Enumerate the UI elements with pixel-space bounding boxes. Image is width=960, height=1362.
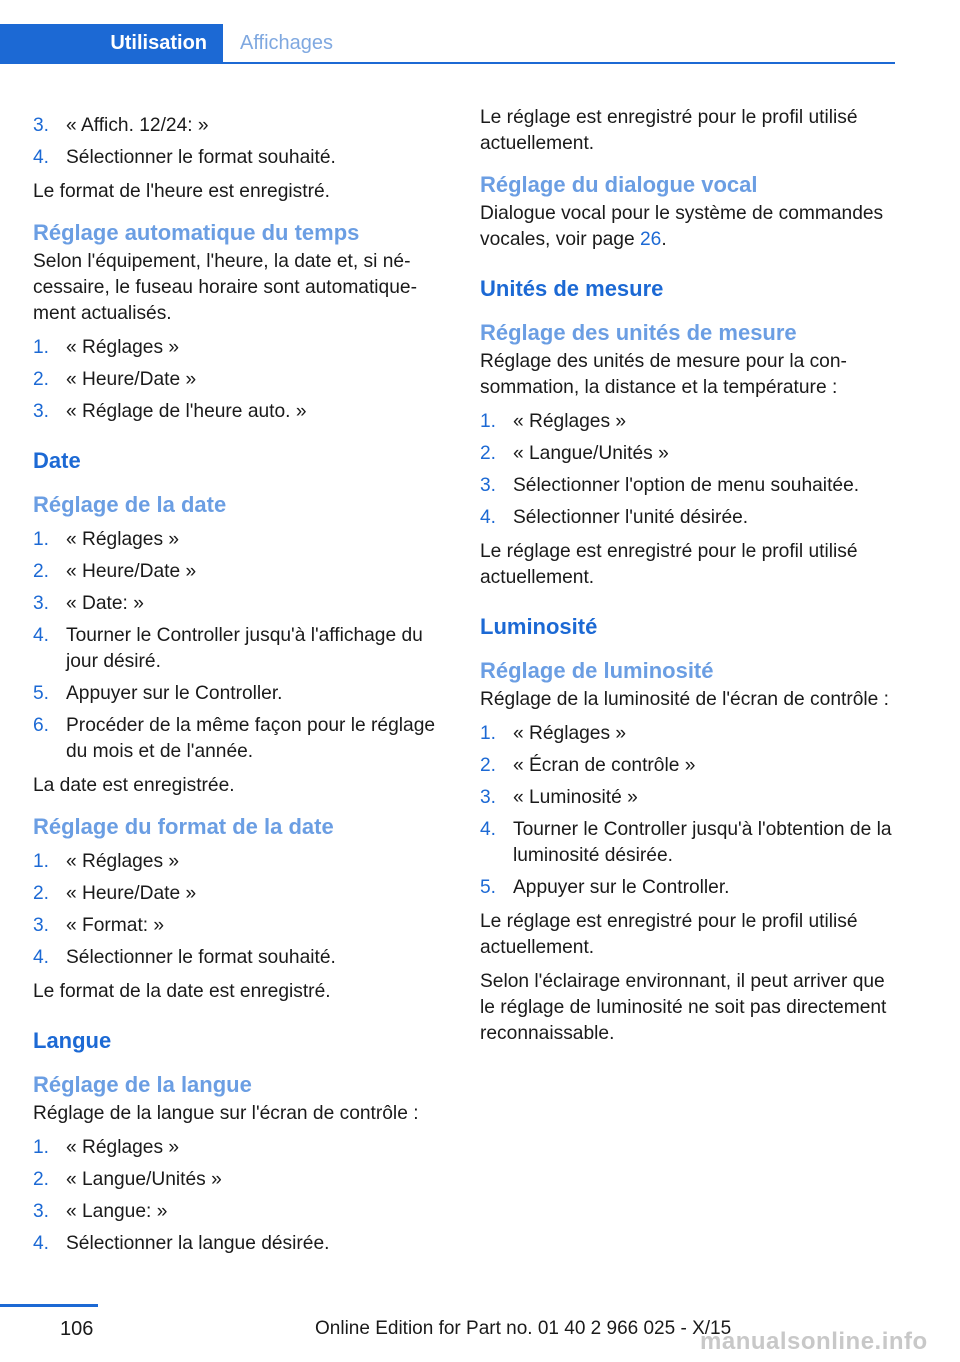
step-text: Sélectionner le format souhaité.: [66, 147, 336, 168]
step-number: 1.: [33, 529, 50, 550]
brightness-heading: Luminosité: [480, 614, 598, 639]
step-text: « Réglage de l'heure auto. »: [66, 401, 307, 422]
units-steps: [480, 409, 900, 531]
step-number: 3.: [33, 1201, 50, 1222]
step-text: Procéder de la même façon pour le réglage du mois et de l'année.: [66, 715, 436, 762]
units-heading: Unités de mesure: [480, 276, 664, 301]
page-link[interactable]: 26: [639, 229, 662, 250]
watermark: manualsonline.info: [700, 1328, 928, 1355]
step-text: « Luminosité »: [513, 787, 638, 808]
brightness-text: Réglage de la luminosité de l'écran de contrôle :: [480, 689, 889, 710]
step-number: 3.: [480, 787, 497, 808]
step-number: 4.: [33, 625, 50, 646]
step-text: « Réglages »: [66, 337, 180, 358]
tab-utilisation[interactable]: Utilisation: [0, 24, 223, 62]
section-tabs: [0, 24, 895, 64]
date-format-saved-text: Le format de la date est enregistré.: [33, 981, 331, 1002]
step-number: 3.: [480, 475, 497, 496]
date-format-heading: Réglage du format de la date: [33, 814, 334, 839]
language-heading: Langue: [33, 1028, 112, 1053]
step-number: 3.: [33, 401, 50, 422]
list-item: [33, 1231, 453, 1257]
list-item: [33, 681, 453, 707]
right-column: [480, 105, 900, 1055]
language-steps: [33, 1135, 453, 1257]
step-number: 1.: [33, 851, 50, 872]
step-number: 2.: [33, 883, 50, 904]
list-item: [33, 623, 453, 675]
step-text: « Heure/Date »: [66, 561, 197, 582]
auto-time-steps: [33, 335, 453, 425]
list-item: [33, 1199, 453, 1225]
list-item: [480, 721, 900, 747]
step-number: 4.: [480, 819, 497, 840]
list-item: [33, 113, 453, 139]
date-steps: [33, 527, 453, 765]
step-text: Tourner le Controller jusqu'à l'affichage du jour désiré.: [66, 625, 423, 672]
step-text: « Date: »: [66, 593, 144, 614]
step-number: 3.: [33, 593, 50, 614]
step-text: « Réglages »: [513, 723, 627, 744]
date-format-steps: [33, 849, 453, 971]
voice-text-post: .: [661, 229, 667, 250]
tab-affichages[interactable]: Affichages: [240, 31, 334, 54]
step-text: « Écran de contrôle »: [513, 755, 696, 776]
list-item: [33, 145, 453, 171]
step-text: Sélectionner l'option de menu souhaitée.: [513, 475, 860, 496]
list-item: [480, 817, 900, 869]
list-item: [480, 785, 900, 811]
list-item: [33, 1167, 453, 1193]
list-item: [33, 849, 453, 875]
list-item: [480, 409, 900, 435]
step-text: « Affich. 12/24: »: [66, 115, 209, 136]
date-heading: Date: [33, 448, 81, 473]
step-text: Sélectionner le format souhaité.: [66, 947, 336, 968]
list-item: [480, 505, 900, 531]
list-item: [480, 875, 900, 901]
list-item: [33, 399, 453, 425]
language-text: Réglage de la langue sur l'écran de contrôle :: [33, 1103, 419, 1124]
step-number: 2.: [480, 755, 497, 776]
list-item: [33, 559, 453, 585]
list-item: [33, 1135, 453, 1161]
step-text: Appuyer sur le Controller.: [513, 877, 730, 898]
list-item: [33, 713, 453, 765]
list-item: [33, 367, 453, 393]
list-item: [33, 335, 453, 361]
list-item: [480, 753, 900, 779]
step-text: « Langue/Unités »: [513, 443, 669, 464]
step-number: 5.: [33, 683, 50, 704]
step-number: 3.: [33, 115, 50, 136]
page-number-rule: [0, 1304, 98, 1307]
language-set-heading: Réglage de la langue: [33, 1072, 252, 1097]
list-item: [33, 945, 453, 971]
time-format-steps: [33, 113, 453, 171]
step-number: 2.: [33, 1169, 50, 1190]
brightness-set-heading: Réglage de luminosité: [480, 658, 714, 683]
units-text: Réglage des unités de mesure pour la consommation, la distance et la température :: [480, 351, 847, 398]
auto-time-text: Selon l'équipement, l'heure, la date et, si nécessaire, le fuseau horaire sont automatiquement actualisés.: [33, 251, 417, 324]
step-number: 2.: [33, 561, 50, 582]
profile-saved-text: Le réglage est enregistré pour le profil utilisé actuellement.: [480, 541, 858, 588]
step-text: « Langue: »: [66, 1201, 168, 1222]
step-number: 4.: [33, 947, 50, 968]
step-number: 4.: [33, 1233, 50, 1254]
step-number: 1.: [33, 337, 50, 358]
edition-footer: Online Edition for Part no. 01 40 2 966 025 - X/15: [315, 1318, 732, 1339]
voice-text: [480, 201, 900, 253]
list-item: [480, 473, 900, 499]
step-text: « Heure/Date »: [66, 883, 197, 904]
step-number: 4.: [33, 147, 50, 168]
voice-heading: Réglage du dialogue vocal: [480, 172, 758, 197]
ambient-light-text: Selon l'éclairage environnant, il peut arriver que le réglage de luminosité ne soit pas directement reconnaissable.: [480, 971, 887, 1044]
step-number: 1.: [33, 1137, 50, 1158]
step-number: 1.: [480, 411, 497, 432]
brightness-steps: [480, 721, 900, 901]
step-number: 5.: [480, 877, 497, 898]
list-item: [33, 591, 453, 617]
left-column: [33, 105, 453, 1265]
step-text: « Réglages »: [66, 851, 180, 872]
profile-saved-text: Le réglage est enregistré pour le profil utilisé actuellement.: [480, 107, 858, 154]
step-number: 2.: [480, 443, 497, 464]
date-saved-text: La date est enregistrée.: [33, 775, 235, 796]
date-set-heading: Réglage de la date: [33, 492, 227, 517]
step-text: Sélectionner l'unité désirée.: [513, 507, 749, 528]
step-text: « Format: »: [66, 915, 165, 936]
time-format-saved-text: Le format de l'heure est enregistré.: [33, 181, 330, 202]
step-text: « Heure/Date »: [66, 369, 197, 390]
step-text: « Réglages »: [66, 529, 180, 550]
step-number: 4.: [480, 507, 497, 528]
voice-text-pre: Dialogue vocal pour le système de commandes vocales, voir page: [480, 203, 884, 250]
step-text: Sélectionner la langue désirée.: [66, 1233, 330, 1254]
step-text: « Langue/Unités »: [66, 1169, 222, 1190]
step-number: 1.: [480, 723, 497, 744]
step-text: Appuyer sur le Controller.: [66, 683, 283, 704]
step-text: « Réglages »: [513, 411, 627, 432]
step-number: 3.: [33, 915, 50, 936]
step-text: « Réglages »: [66, 1137, 180, 1158]
step-number: 6.: [33, 715, 50, 736]
step-number: 2.: [33, 369, 50, 390]
step-text: Tourner le Controller jusqu'à l'obtention de la luminosité désirée.: [513, 819, 892, 866]
list-item: [33, 527, 453, 553]
profile-saved-text: Le réglage est enregistré pour le profil utilisé actuellement.: [480, 911, 858, 958]
auto-time-heading: Réglage automatique du temps: [33, 220, 360, 245]
units-set-heading: Réglage des unités de mesure: [480, 320, 797, 345]
list-item: [33, 913, 453, 939]
page-number: 106: [60, 1318, 94, 1340]
list-item: [480, 441, 900, 467]
list-item: [33, 881, 453, 907]
